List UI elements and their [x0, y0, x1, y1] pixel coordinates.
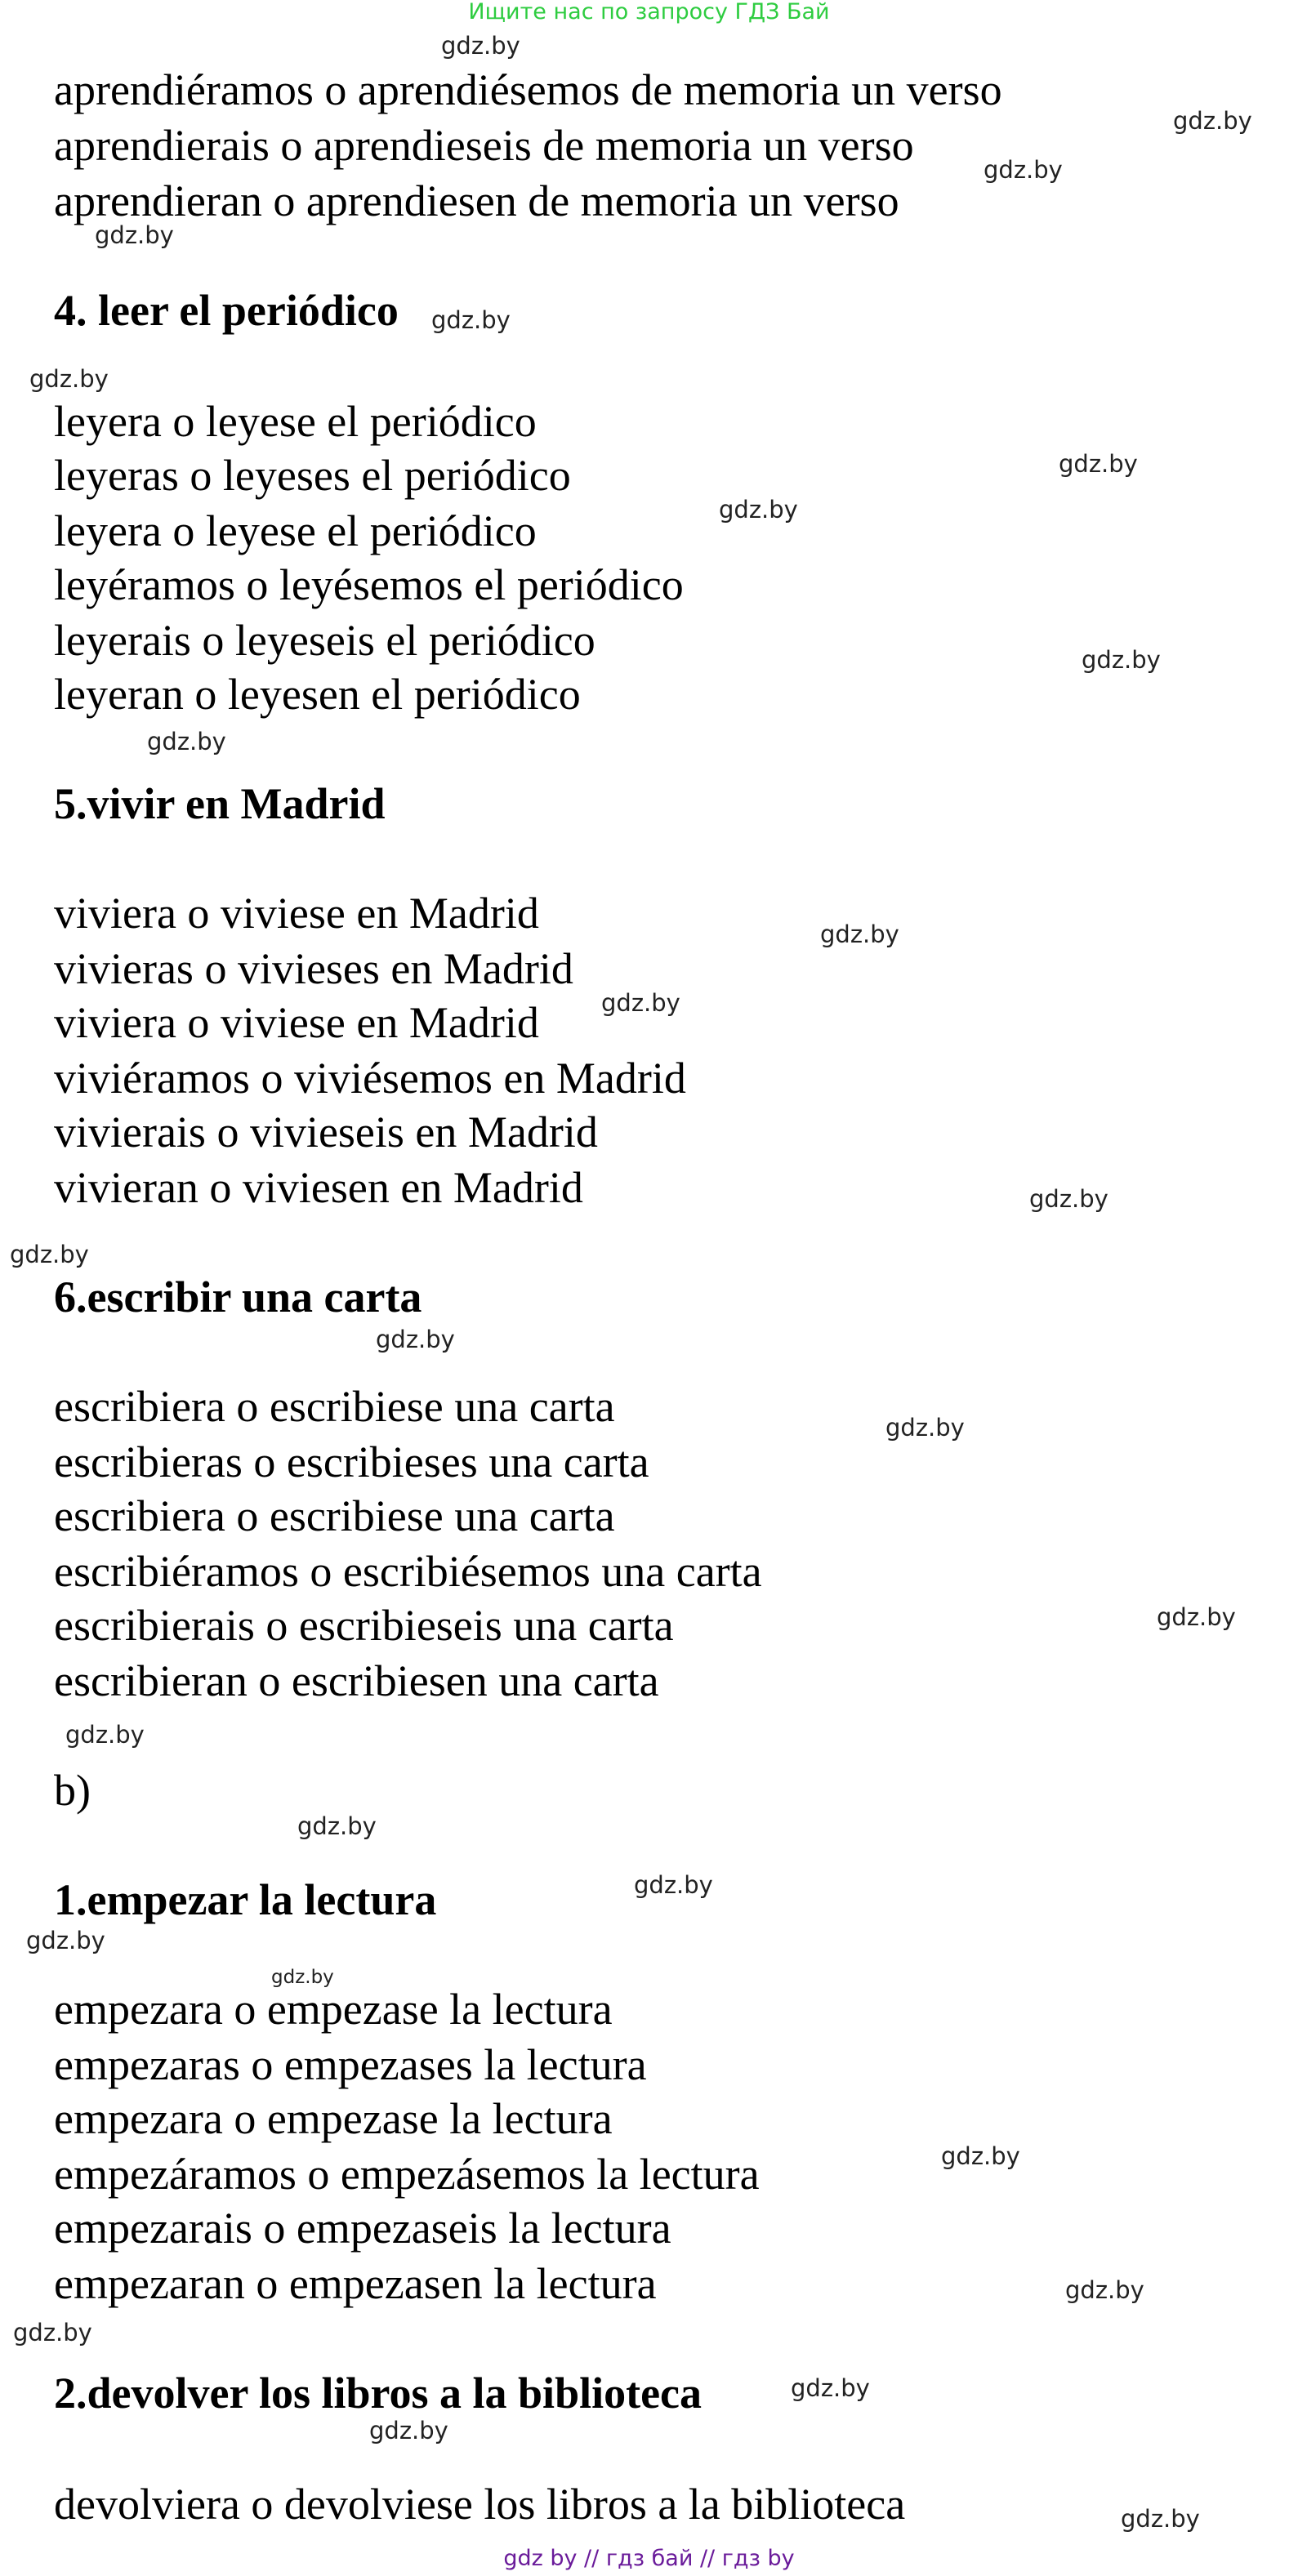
watermark: gdz.by [1029, 1185, 1108, 1213]
verb-line: empezarais o empezaseis la lectura [54, 2204, 671, 2253]
verb-line: leyeras o leyeses el periódico [54, 451, 571, 500]
watermark: gdz.by [441, 32, 520, 60]
verb-line: empezaras o empezases la lectura [54, 2040, 647, 2089]
verb-line: vivieras o vivieses en Madrid [54, 944, 573, 993]
verb-line: viviera o viviese en Madrid [54, 889, 539, 938]
watermark: gdz.by [10, 1241, 89, 1268]
watermark: gdz.by [13, 2319, 92, 2346]
verb-line: aprendieran o aprendiesen de memoria un verso [54, 176, 899, 225]
verb-line: vivierais o vivieseis en Madrid [54, 1108, 598, 1157]
verb-line: aprendierais o aprendieseis de memoria un verso [54, 121, 914, 170]
watermark: gdz.by [820, 920, 899, 948]
watermark: gdz.by [634, 1871, 713, 1899]
watermark: gdz.by [147, 728, 226, 755]
verb-line: vivieran o viviesen en Madrid [54, 1163, 583, 1212]
verb-line: escribieras o escribieses una carta [54, 1437, 649, 1486]
search-banner: Ищите нас по запросу ГДЗ Бай [468, 0, 830, 25]
verb-line: empezáramos o empezásemos la lectura [54, 2150, 760, 2199]
watermark: gdz.by [1173, 107, 1252, 135]
verb-line: aprendiéramos o aprendiésemos de memoria un verso [54, 65, 1002, 114]
verb-line: escribieran o escribiesen una carta [54, 1656, 659, 1705]
watermark: gdz.by [95, 221, 174, 249]
watermark: gdz.by [369, 2417, 448, 2445]
verb-line: viviera o viviese en Madrid [54, 998, 539, 1047]
watermark: gdz.by [29, 365, 109, 393]
watermark: gdz.by [271, 1967, 334, 1988]
verb-line: escribiera o escribiese una carta [54, 1491, 615, 1540]
section-heading: 6.escribir una carta [54, 1272, 422, 1321]
verb-line: leyerais o leyeseis el periódico [54, 616, 595, 665]
watermark: gdz.by [1059, 450, 1138, 478]
watermark: gdz.by [1121, 2505, 1200, 2533]
verb-line: empezaran o empezasen la lectura [54, 2259, 657, 2308]
watermark: gdz.by [601, 989, 680, 1017]
watermark: gdz.by [791, 2374, 870, 2402]
watermark: gdz.by [719, 496, 798, 524]
watermark: gdz.by [885, 1414, 965, 1442]
watermark: gdz.by [984, 156, 1063, 184]
verb-line: empezara o empezase la lectura [54, 2094, 613, 2143]
verb-line: escribierais o escribieseis una carta [54, 1601, 674, 1650]
verb-line: escribiera o escribiese una carta [54, 1382, 615, 1431]
watermark: gdz.by [26, 1927, 105, 1954]
section-heading: 2.devolver los libros a la biblioteca [54, 2369, 703, 2418]
watermark: gdz.by [941, 2142, 1020, 2170]
watermark: gdz.by [1082, 646, 1161, 674]
watermark: gdz.by [1065, 2276, 1144, 2304]
watermark: gdz.by [65, 1721, 145, 1749]
verb-line: leyera o leyese el periódico [54, 397, 537, 446]
watermark: gdz.by [1157, 1603, 1236, 1631]
verb-line: devolviera o devolviese los libros a la biblioteca [54, 2480, 906, 2529]
watermark: gdz.by [376, 1326, 455, 1353]
subpart-label: b) [54, 1766, 91, 1815]
verb-line: empezara o empezase la lectura [54, 1985, 613, 2034]
section-heading: 1.empezar la lectura [54, 1875, 437, 1924]
watermark: gdz.by [431, 306, 511, 334]
watermark: gdz.by [297, 1812, 377, 1840]
footer-links: gdz by // гдз бай // гдз by [503, 2546, 795, 2571]
verb-line: escribiéramos o escribiésemos una carta [54, 1547, 762, 1596]
section-heading: 5.vivir en Madrid [54, 779, 386, 828]
verb-line: leyéramos o leyésemos el periódico [54, 560, 684, 609]
verb-line: viviéramos o viviésemos en Madrid [54, 1054, 686, 1103]
verb-line: leyera o leyese el periódico [54, 506, 537, 555]
section-heading: 4. leer el periódico [54, 286, 399, 335]
verb-line: leyeran o leyesen el periódico [54, 670, 581, 719]
